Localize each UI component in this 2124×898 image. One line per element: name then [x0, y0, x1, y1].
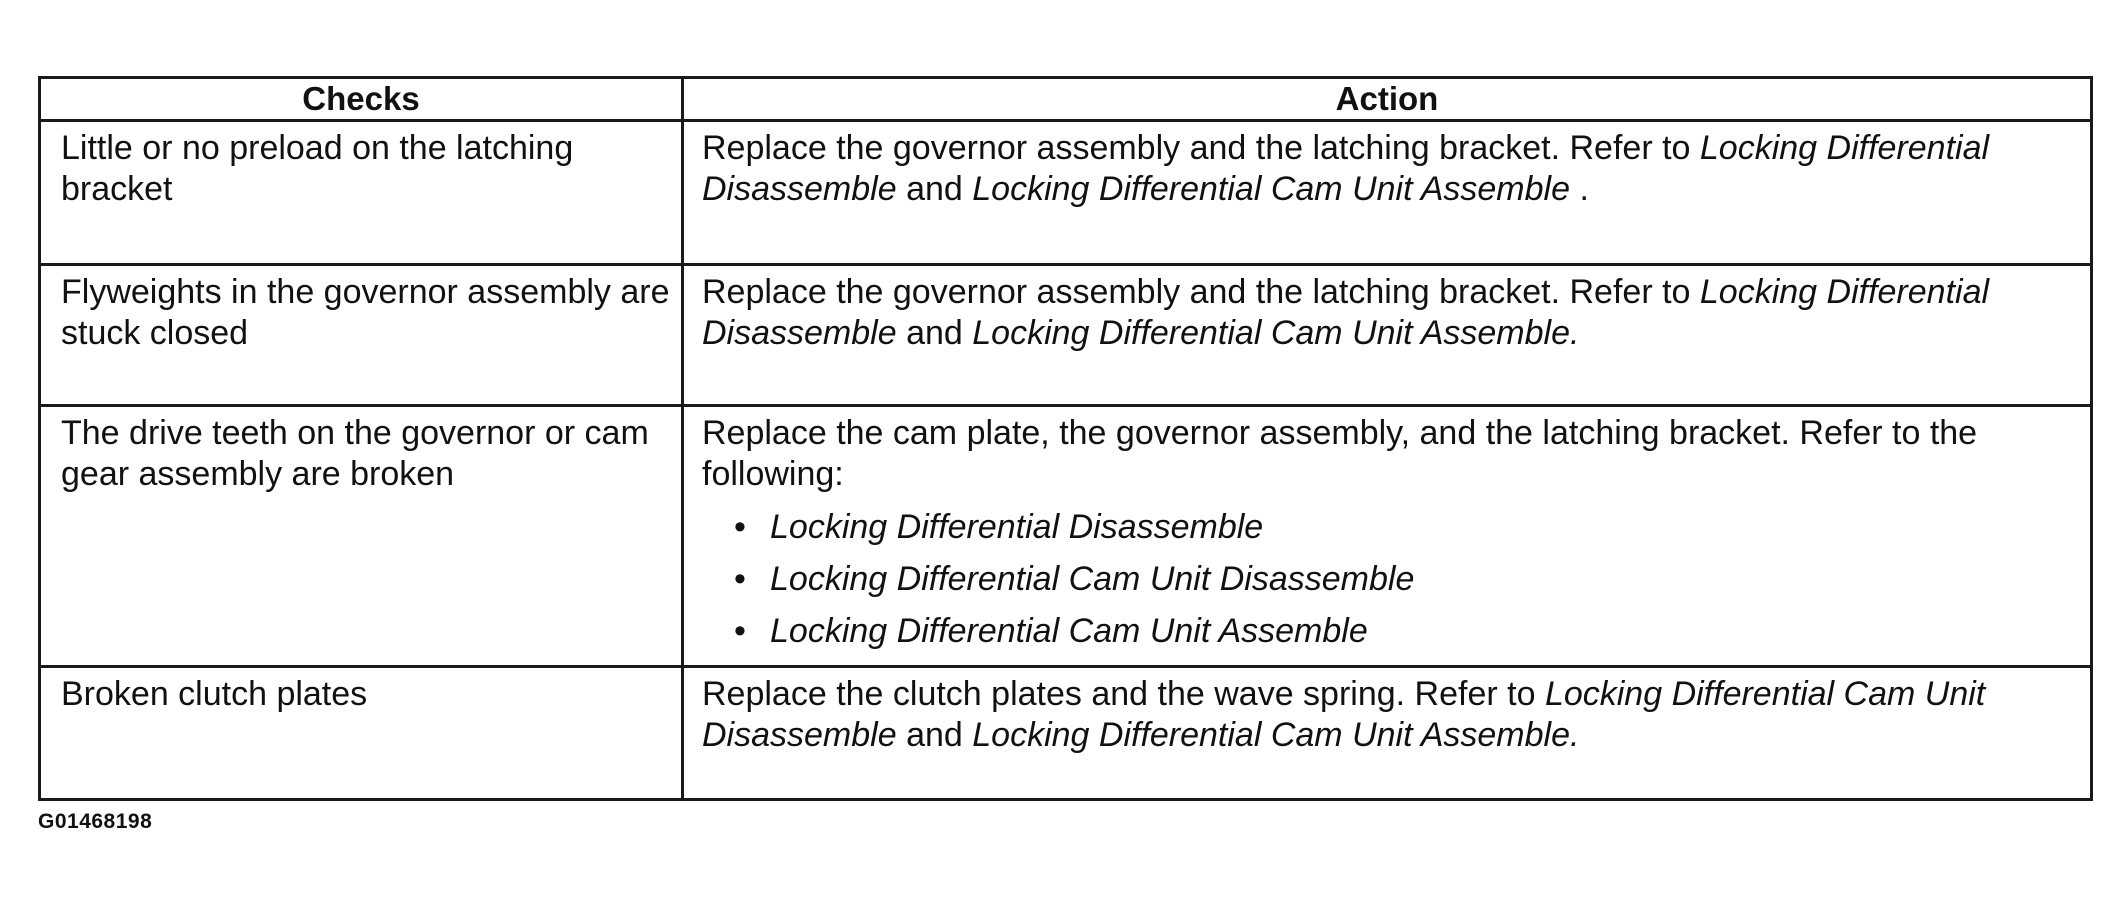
procedure-reference: Locking Differential Cam Unit Assemble. — [972, 716, 1580, 754]
header-row — [40, 78, 2092, 121]
checks-header: Checks — [40, 78, 683, 121]
action-cell — [683, 265, 2092, 406]
procedure-reference: Locking Differential Cam Unit Assemble — [770, 612, 1368, 650]
action-header: Action — [683, 78, 2092, 121]
list-item — [730, 553, 2084, 605]
diagnostic-sheet — [38, 76, 2090, 833]
bullet-glyph: • — [734, 560, 746, 598]
diagnostic-table — [38, 76, 2093, 801]
action-conjunction: and — [896, 716, 973, 754]
action-cell — [683, 667, 2092, 800]
bullet-glyph: • — [734, 612, 746, 650]
table-row — [40, 667, 2092, 800]
table-row — [40, 121, 2092, 265]
action-terminator: . — [1570, 170, 1589, 208]
procedure-reference: Locking Differential Cam Unit Assemble. — [972, 314, 1580, 352]
action-text: Replace the governor assembly and the latching bracket. Refer to — [702, 273, 1700, 311]
bullet-glyph: • — [734, 508, 746, 546]
action-conjunction: and — [896, 314, 973, 352]
table-row — [40, 406, 2092, 667]
procedure-reference: Locking Differential Cam Unit Disassemble — [702, 675, 1986, 754]
check-cell: Flyweights in the governor assembly are stuck closed — [40, 265, 683, 406]
action-conjunction: and — [896, 170, 973, 208]
action-text: Replace the governor assembly and the latching bracket. Refer to — [702, 129, 1700, 167]
action-text: Replace the clutch plates and the wave spring. Refer to — [702, 675, 1545, 713]
table-row — [40, 265, 2092, 406]
list-item — [730, 605, 2084, 657]
procedure-reference: Locking Differential Disassemble — [702, 273, 1990, 352]
procedure-reference: Locking Differential Disassemble — [702, 129, 1990, 208]
procedure-reference: Locking Differential Cam Unit Disassemble — [770, 560, 1415, 598]
action-cell — [683, 406, 2092, 667]
list-item — [730, 501, 2084, 553]
check-cell: Broken clutch plates — [40, 667, 683, 800]
procedure-reference: Locking Differential Disassemble — [770, 508, 1264, 546]
reference-list — [702, 501, 2084, 657]
action-text: Replace the cam plate, the governor assembly, and the latching bracket. Refer to the following: — [702, 414, 1978, 493]
figure-id: G01468198 — [38, 810, 153, 833]
action-cell — [683, 121, 2092, 265]
check-cell: Little or no preload on the latching bracket — [40, 121, 683, 265]
procedure-reference: Locking Differential Cam Unit Assemble — [972, 170, 1571, 208]
check-cell: The drive teeth on the governor or cam gear assembly are broken — [40, 406, 683, 667]
